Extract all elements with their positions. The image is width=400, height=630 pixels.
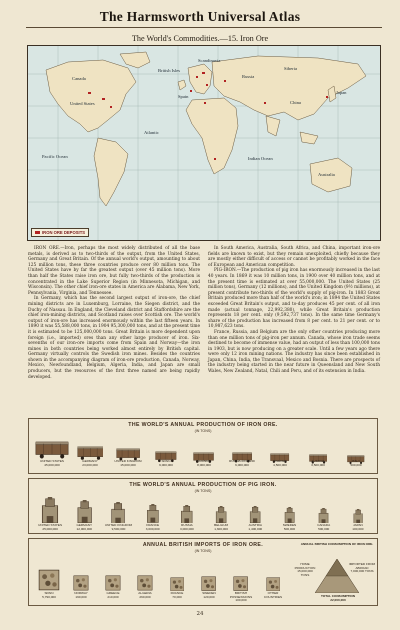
ore-wagon-label: RUSSIA-FINLAND 6,000,000 [229, 459, 255, 467]
blast-furnace-label: GERMANY 12,000,000 [76, 523, 93, 531]
ore-wagon-label: SWEDEN 4,500,000 [273, 459, 287, 467]
ore-wagon [77, 445, 104, 459]
map-legend [31, 228, 89, 237]
map-label-atlantic: Atlantic [144, 130, 159, 135]
map-label-british-isles: British Isles [158, 68, 181, 73]
blast-furnace [145, 504, 161, 523]
imports-panel-title: ANNUAL BRITISH IMPORTS OF IRON ORE. [142, 542, 264, 548]
ore-wagon [232, 448, 252, 459]
article-text [28, 246, 380, 416]
blast-furnace [352, 508, 364, 523]
map-label-spain: Spain [178, 94, 189, 99]
blast-furnace [214, 506, 228, 523]
blast-furnace-label: AUSTRIA 1,400,000 [248, 523, 263, 531]
blast-furnace-label: FRANCE 3,000,000 [145, 523, 160, 531]
blast-furnace-label: RUSSIA 3,000,000 [180, 523, 194, 531]
pig-iron-panel-title: THE WORLD'S ANNUAL PRODUCTION OF PIG IRON. [129, 482, 277, 488]
ore-pile-label: BRITISH POSSESSIONS 100,000 [229, 591, 253, 603]
ore-pile-label: OTHER COUNTRIES [263, 591, 283, 599]
blast-furnace [109, 502, 127, 523]
ore-pile [137, 575, 153, 591]
ore-pile-label: SWEDEN 120,000 [202, 591, 216, 599]
blast-furnace [39, 497, 61, 523]
blast-furnace-label: UNITED STATES 25,000,000 [38, 523, 63, 531]
map-label-siberia: Siberia [284, 66, 298, 71]
paragraph: In Germany, which has the second largest output of iron-ore, the chief mining districts are in Luxemburg, Lorraine, the Siegen district, and the Duchy of Nassau. In England, the Cleveland district and Staffordshire are the chief iron-mining districts, and Scotland raises over Scottish ore. The world's output of iron-ore has increased enormously within the last fifteen years. In 1890 it was 55,588,000 tons, in 1904 95,300,000 tons, and at the present time it is estimated to be 125,000,000 tons. Great Britain is more dependent upon foreign (i.e., imported) ores than any other large producer of iron. Six-sevenths of our iron-ore imports come from Spain and Norway—the iron mines in both countries being worked almost entirely by British capital. Germany virtually controls the Swedish iron mines. Besides the countries shown in the accompanying diagram of iron-ore production, Canada, Norway, Mexico, Newfoundland, Belgium, Algeria, India, and Japan are small producers, but the resources of the first three named are being rapidly developed. [28, 296, 200, 380]
map-label-united-states: United States [70, 101, 95, 106]
ore-wagon-label: UNITED KINGDOM 15,000,000 [114, 459, 142, 467]
ore-wagon [270, 449, 289, 459]
ore-wagon-label: UNITED STATES 45,000,000 [40, 459, 64, 467]
ore-wagon [116, 446, 140, 459]
map-label-scandinavia: Scandinavia [198, 58, 221, 63]
blast-furnace-label: BELGIUM 1,300,000 [214, 523, 229, 531]
world-map [27, 45, 381, 241]
ore-wagon [193, 448, 214, 459]
blast-furnace-label: UNITED KINGDOM 9,500,000 [104, 523, 133, 531]
ore-pile [201, 576, 216, 591]
atlas-title: The Harmsworth Universal Atlas [99, 9, 301, 24]
iron-ore-panel-title: THE WORLD'S ANNUAL PRODUCTION OF IRON ORE. [128, 422, 278, 428]
iron-ore-production-panel [28, 418, 378, 474]
blast-furnace [248, 506, 262, 523]
ore-wagon-label: AUSTRIA 3,500,000 [311, 459, 325, 467]
map-label-australia: Australia [318, 172, 335, 177]
ore-wagon [35, 441, 69, 459]
paragraph: IRON ORE.—Iron, perhaps the most widely distributed of all the base metals, is derived as to two-thirds of the output, from the United States, Germany and Great Britain. Of the annual world's output, amounting to about 125 million tons, these three countries produce over 80 million tons. The United States have by far the greatest output (over 45 million tons). More than half the States raise iron ore, but fully two-thirds of the production is concentrated in the Lake Superior Region (in Minnesota, Michigan, and Wisconsin). The other chief iron-ore states in America are Alabama, New York, Pennsylvania, Virginia, and Tennessee. [28, 246, 200, 296]
paragraph: France, Russia, and Belgium are the only other countries producing more than one million tons of pig-iron per annum. Canada, whose iron trade seems destined to become of immense value, had an output of less than 100,000 tons in 1903, but is now producing on a greater scale. Until a few years ago there were only 12 iron mining nations. The industry has since been established in Japan, China, India, the Transvaal, Mexico and Bosnia. There are prospects of the industry being started in the near future in Queensland and New South Wales, New Zealand, Natal, Chili and Peru, and of its extension in India. [208, 329, 380, 375]
blast-furnace [317, 508, 330, 523]
ore-pile-label: FRANCE 70,000 [170, 591, 184, 599]
ore-wagon-label: SPAIN 9,000,000 [159, 459, 173, 467]
map-label-russia: Russia [242, 74, 255, 79]
ore-pile-label: NORWAY 190,000 [74, 591, 88, 599]
ore-pile-label: SPAIN 5,790,000 [42, 591, 56, 599]
text-column-left [28, 246, 200, 380]
pyramid-left-label: HOME PRODUCTION 15,000,000 TONS [294, 562, 316, 577]
map-label-canada: Canada [72, 76, 86, 81]
pyramid-total-label: TOTAL CONSUMPTION 22,000,000 [320, 594, 356, 602]
ore-wagon [309, 449, 328, 459]
map-label-japan: Japan [336, 90, 347, 95]
ore-wagon-label: ITALY 500,000 [350, 459, 362, 467]
iron-ore-panel-subtitle: (IN TONS) [194, 429, 212, 433]
ore-wagon-label: GERMANY 23,000,000 [82, 459, 98, 467]
map-label-china: China [290, 100, 301, 105]
ore-pile [38, 569, 60, 591]
pyramid-title: ANNUAL BRITISH CONSUMPTION OF IRON ORE. [300, 542, 374, 546]
ore-wagon [155, 448, 177, 459]
ore-wagon-label: FRANCE 8,000,000 [197, 459, 211, 467]
map-label-pacific: Pacific Ocean [42, 154, 68, 159]
ore-pile-label: ALGERIA 260,000 [138, 591, 152, 599]
ore-wagon [347, 450, 365, 459]
blast-furnace [75, 500, 94, 523]
paragraph: In South America, Australia, South Africa, and China, important iron-ore fields are known to exist, but they remain unexploited, chiefly because they are mostly either difficult of access or cannot be profitably worked in the face of European and American competition. [208, 246, 380, 268]
ore-pile [266, 576, 281, 591]
map-title: The World's Commodities.—15. Iron Ore [131, 34, 269, 43]
ore-pile [105, 575, 121, 591]
ore-pile-label: GREECE 210,000 [106, 591, 120, 599]
british-imports-panel [28, 538, 378, 606]
text-column-right [208, 246, 380, 375]
blast-furnace [283, 507, 296, 523]
legend-label: IRON ORE DEPOSITS [42, 230, 86, 235]
blast-furnace [179, 505, 194, 523]
imports-panel-subtitle: (IN TONS) [194, 549, 212, 553]
pig-iron-panel-subtitle: (IN TONS) [194, 489, 212, 493]
blast-furnace-label: SWEDEN 500,000 [282, 523, 297, 531]
blast-furnace-label: JAPAN 100,000 [352, 523, 364, 531]
blast-furnace-label: CANADA 500,000 [317, 523, 331, 531]
ore-pile [170, 576, 185, 591]
pyramid-right-label: IMPORTED FROM ABROAD 7,000,000 TONS [348, 562, 376, 574]
page-number: 24 [196, 611, 204, 617]
map-label-indian-ocean: Indian Ocean [248, 156, 273, 161]
ore-pile [73, 575, 89, 591]
title-rule [26, 27, 382, 28]
ore-pile [233, 576, 248, 591]
legend-swatch [35, 231, 40, 234]
paragraph: PIG-IRON.—The production of pig iron has enormously increased in the last 40 years. In 1869 it was 10 million tons, in 1900 over 40 million tons, and at the present time is estimated at over 55,000,000. The United States (25 million tons), Germany (12 millions), and the United Kingdom (9½ millions), at present contribute two-thirds of the world's supply of pig-iron. In 1883 Great Britain produced more than half of the world's iron; in 1894 the United States exceeded Great Britain's output, and to-day produces 45 per cent. of all iron made (actual tonnage, 22,992,380), while Great Britain's production represents 18 per cent. only (9,592,737 tons). In the same time Germany's share of the production has increased from 8 per cent. to 21 per cent. or to 10,987,623 tons. [208, 268, 380, 330]
pig-iron-production-panel [28, 478, 378, 534]
